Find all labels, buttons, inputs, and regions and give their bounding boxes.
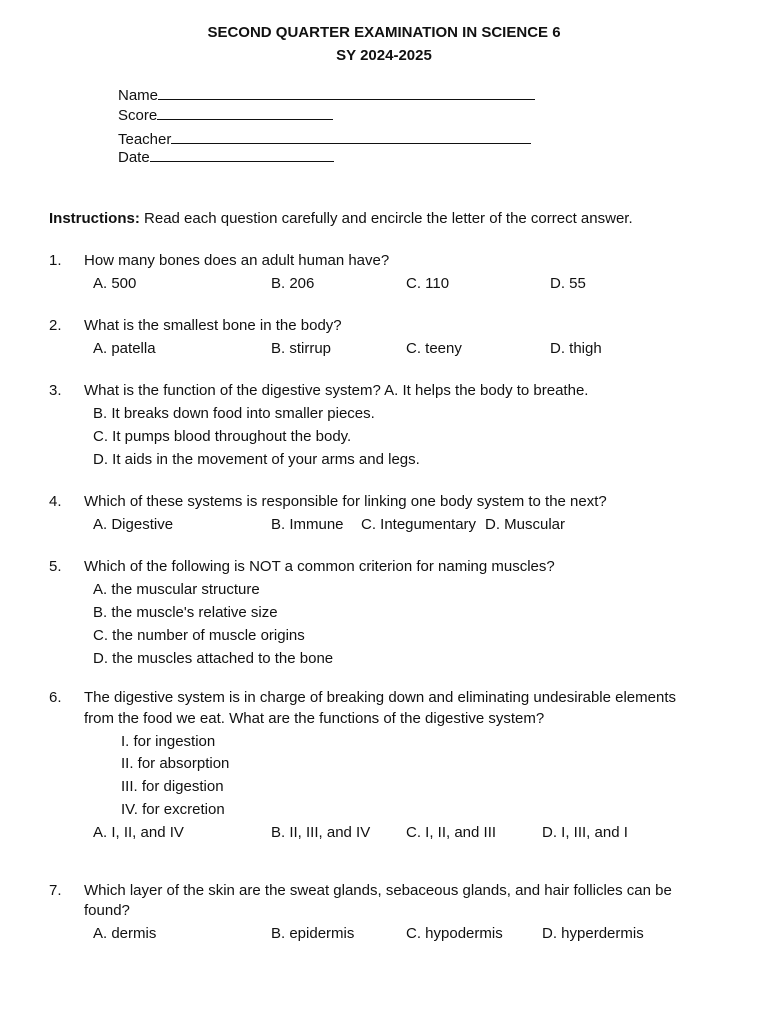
q2-choice-d[interactable]: D. thigh [550, 340, 602, 357]
q6-choice-a[interactable]: A. I, II, and IV [93, 824, 184, 841]
teacher-field[interactable] [118, 131, 531, 147]
q6-option-iii: III. for digestion [121, 778, 224, 795]
teacher-blank[interactable] [171, 131, 531, 144]
q7-choice-a[interactable]: A. dermis [93, 925, 157, 942]
q1-choice-a[interactable]: A. 500 [93, 275, 137, 292]
q3-choice-d[interactable]: D. It aids in the movement of your arms and legs. [93, 451, 420, 468]
instructions-text: Read each question carefully and encircle the letter of the correct answer. [144, 210, 633, 227]
score-label: Score [118, 107, 158, 124]
question-3-text: What is the function of the digestive system? A. It helps the body to breathe. [84, 382, 589, 399]
q5-choice-d[interactable]: D. the muscles attached to the bone [93, 650, 334, 667]
question-2-text: What is the smallest bone in the body? [84, 317, 342, 334]
q2-choice-c[interactable]: C. teeny [406, 340, 462, 357]
question-1-text: How many bones does an adult human have? [84, 252, 390, 269]
q7-choice-b[interactable]: B. epidermis [271, 925, 355, 942]
q3-choice-b[interactable]: B. It breaks down food into smaller pieces. [93, 405, 375, 422]
school-year: SY 2024-2025 [336, 47, 432, 64]
instructions-label: Instructions: [49, 210, 140, 227]
question-7-number: 7. [49, 882, 62, 899]
q6-choice-d[interactable]: D. I, III, and I [542, 824, 628, 841]
q2-choice-a[interactable]: A. patella [93, 340, 156, 357]
question-5-text: Which of the following is NOT a common criterion for naming muscles? [84, 558, 555, 575]
question-4-text: Which of these systems is responsible for linking one body system to the next? [84, 493, 607, 510]
question-4-number: 4. [49, 493, 62, 510]
name-label: Name [118, 87, 159, 104]
score-field[interactable] [118, 107, 333, 123]
q5-choice-a[interactable]: A. the muscular structure [93, 581, 260, 598]
q6-option-ii: II. for absorption [121, 755, 230, 772]
q1-choice-d[interactable]: D. 55 [550, 275, 586, 292]
question-6-number: 6. [49, 689, 62, 706]
q4-choice-d[interactable]: D. Muscular [485, 516, 566, 533]
score-blank[interactable] [157, 107, 333, 120]
q5-choice-c[interactable]: C. the number of muscle origins [93, 627, 305, 644]
q2-choice-b[interactable]: B. stirrup [271, 340, 332, 357]
question-6-text-line2: from the food we eat. What are the functions of the digestive system? [84, 710, 545, 727]
q4-choice-c[interactable]: C. Integumentary [361, 516, 477, 533]
name-field[interactable] [118, 87, 535, 103]
q1-choice-c[interactable]: C. 110 [406, 275, 450, 292]
question-2-number: 2. [49, 317, 62, 334]
question-6-text-line1: The digestive system is in charge of breaking down and eliminating undesirable elements [84, 689, 676, 706]
date-field[interactable] [118, 149, 334, 165]
question-1-number: 1. [49, 252, 62, 269]
q7-choice-d[interactable]: D. hyperdermis [542, 925, 644, 942]
q4-choice-b[interactable]: B. Immune [271, 516, 344, 533]
question-5-number: 5. [49, 558, 62, 575]
q1-choice-b[interactable]: B. 206 [271, 275, 315, 292]
question-7-text-line2: found? [84, 902, 130, 919]
q4-choice-a[interactable]: A. Digestive [93, 516, 174, 533]
q6-option-i: I. for ingestion [121, 733, 216, 750]
q7-choice-c[interactable]: C. hypodermis [406, 925, 503, 942]
q6-option-iv: IV. for excretion [121, 801, 225, 818]
instructions [49, 211, 633, 226]
q6-choice-c[interactable]: C. I, II, and III [406, 824, 497, 841]
exam-title: SECOND QUARTER EXAMINATION IN SCIENCE 6 [207, 24, 561, 41]
question-7-text-line1: Which layer of the skin are the sweat glands, sebaceous glands, and hair follicles can be [84, 882, 672, 899]
q5-choice-b[interactable]: B. the muscle's relative size [93, 604, 278, 621]
q3-choice-c[interactable]: C. It pumps blood throughout the body. [93, 428, 352, 445]
q6-choice-b[interactable]: B. II, III, and IV [271, 824, 371, 841]
date-blank[interactable] [150, 149, 334, 162]
date-label: Date [118, 149, 150, 166]
teacher-label: Teacher [118, 131, 172, 148]
question-3-number: 3. [49, 382, 62, 399]
name-blank[interactable] [158, 87, 535, 100]
